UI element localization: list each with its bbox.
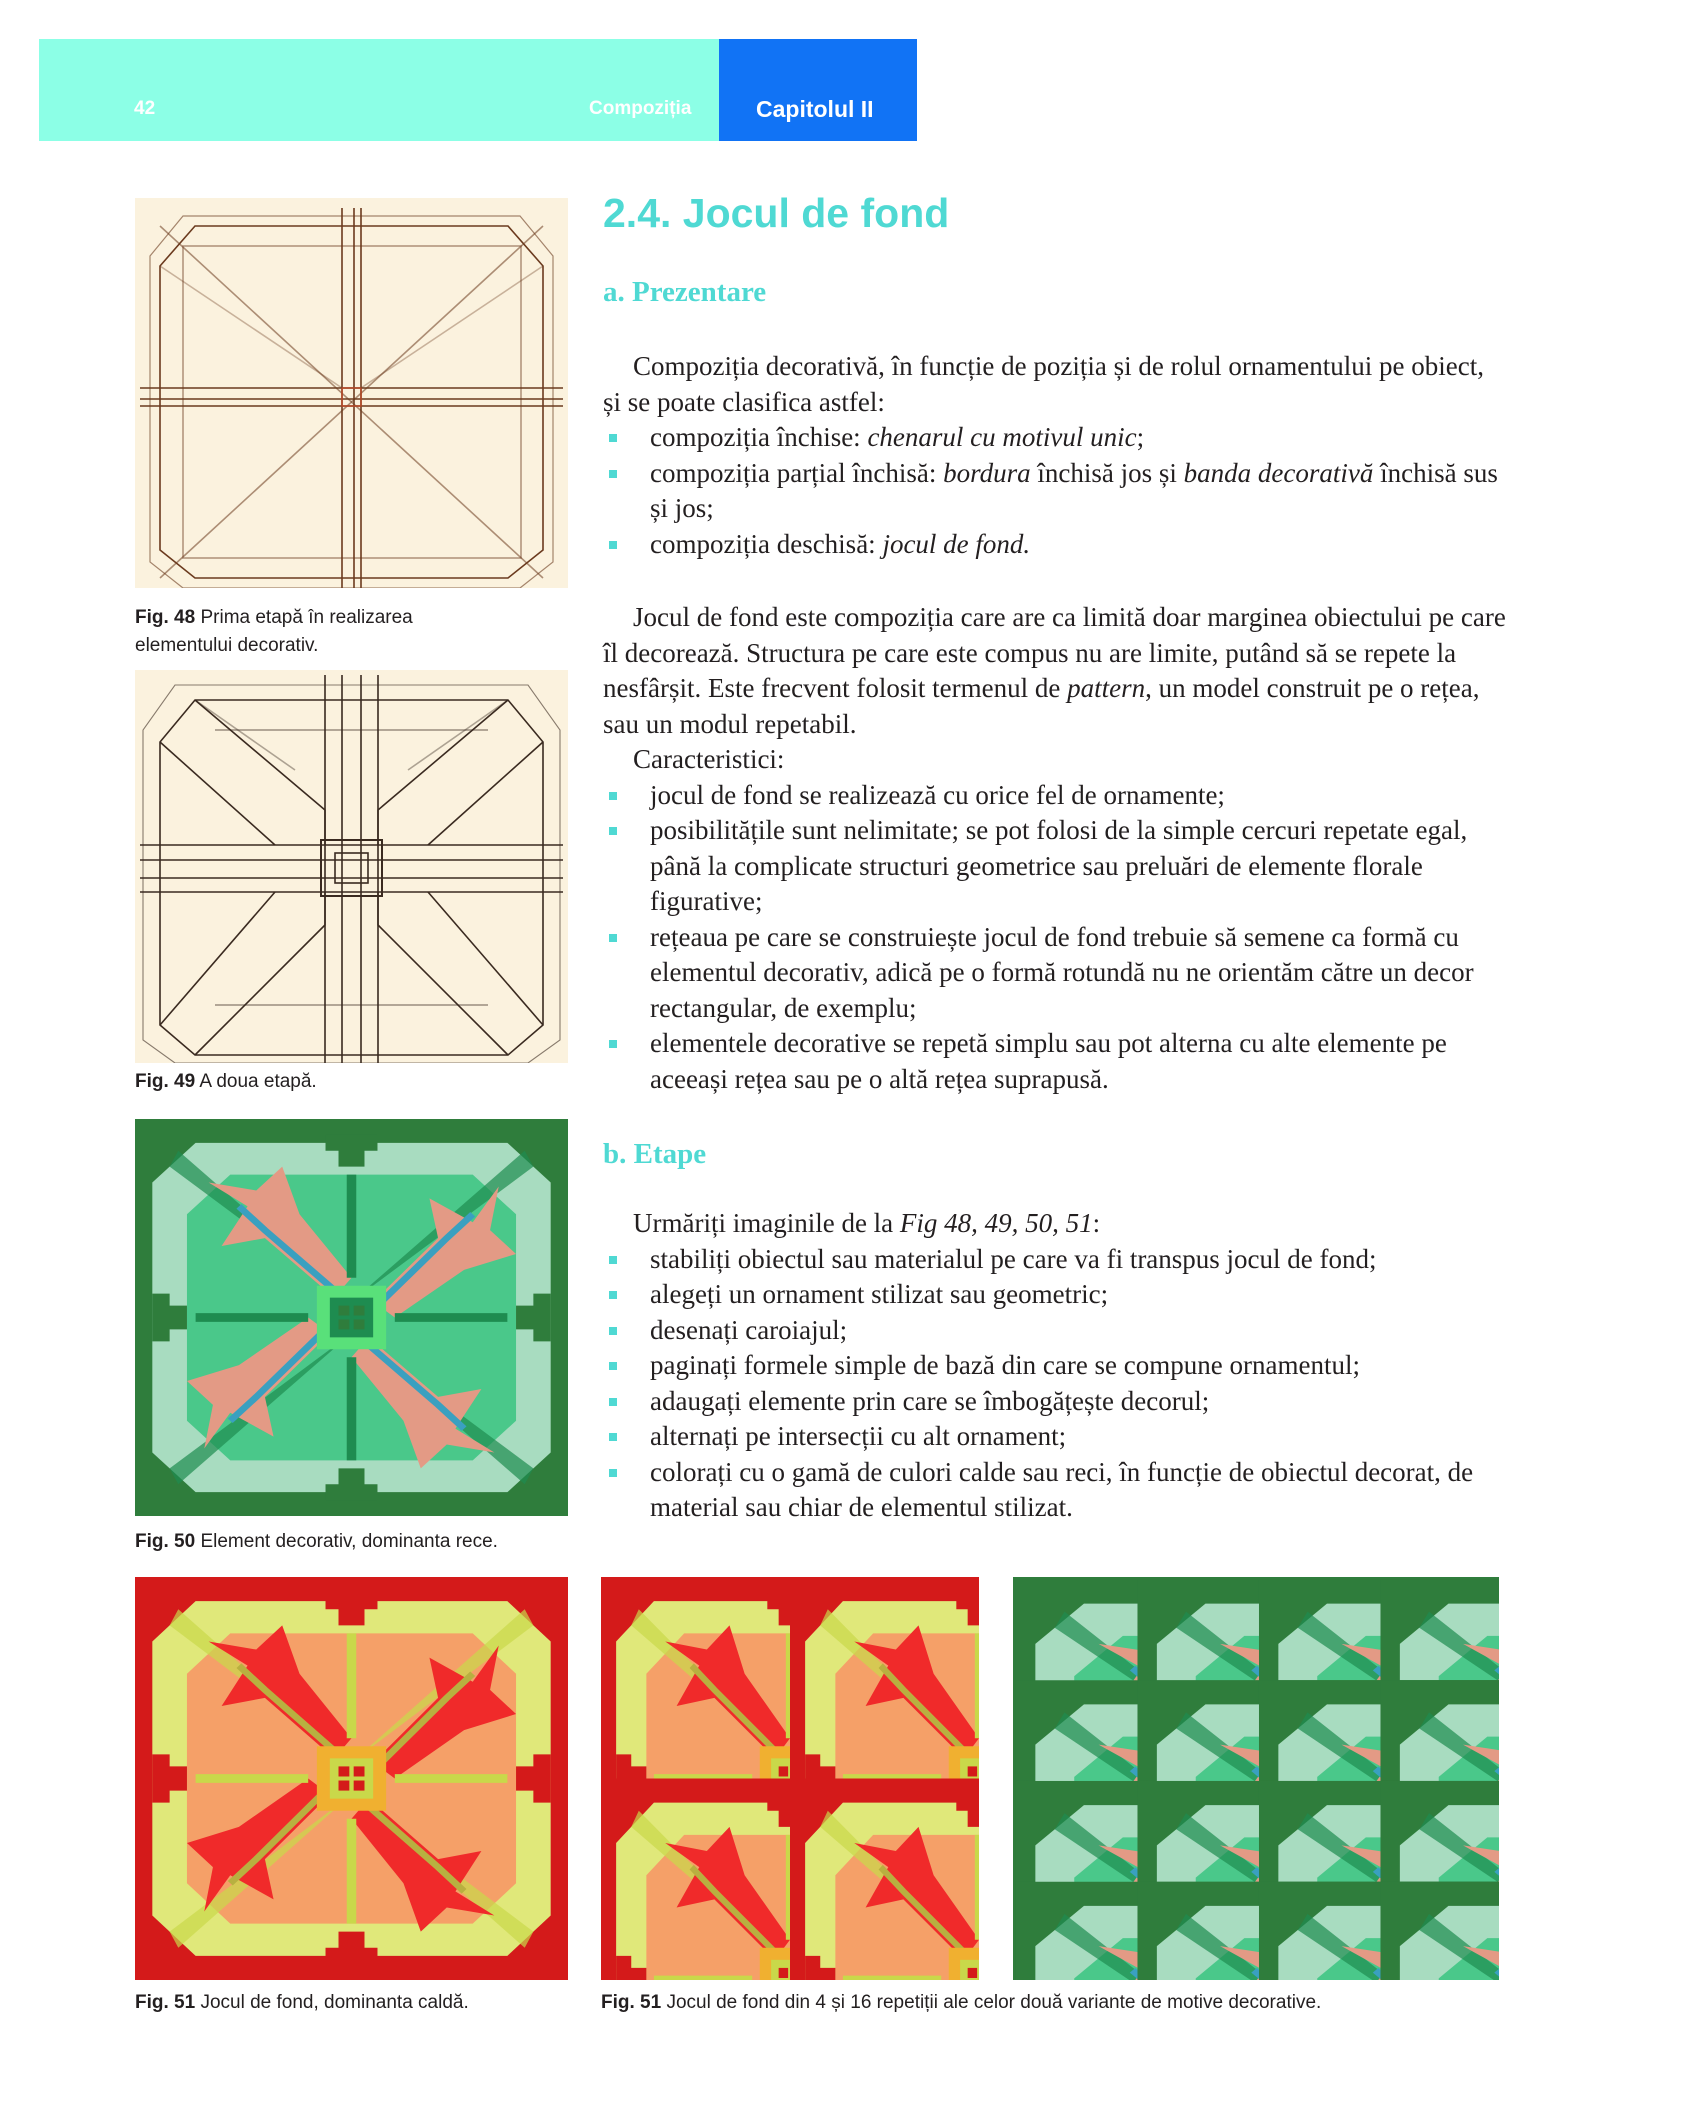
chapter-label: Capitolul II: [756, 96, 874, 122]
item-text: închisă jos și: [1030, 457, 1184, 488]
chapter-band: [719, 39, 917, 141]
fig49-text: A doua etapă.: [199, 1071, 317, 1092]
list-item: elementele decorative se repetă simplu sau pot alterna cu alte elemente pe aceeași rețea sau pe o altă rețea suprapusă.: [603, 1026, 1508, 1097]
list-item: alternați pe intersecții cu alt ornament;: [603, 1419, 1508, 1455]
item-emphasis: chenarul cu motivul unic: [867, 422, 1137, 452]
pattern-term: pattern: [1067, 673, 1146, 703]
fig51-four-svg: [601, 1577, 979, 1980]
fig51a-label: Fig. 51: [135, 1992, 196, 2013]
figure-reference: Fig 48, 49, 50, 51: [899, 1208, 1093, 1238]
steps-list: [603, 1242, 1508, 1526]
fig51b-label: Fig. 51: [601, 1992, 662, 2013]
prezentare-intro: Compoziția decorativă, în funcție de poziția și de rolul ornamentului pe obiect, și se poate clasifica astfel:: [603, 351, 1484, 417]
jocul-de-fond-block: [603, 600, 1508, 1097]
fig48-svg: [135, 198, 568, 588]
intro-text: :: [1092, 1208, 1101, 1238]
list-item: [603, 527, 1508, 563]
list-item: paginați formele simple de bază din care se compune ornamentul;: [603, 1348, 1508, 1384]
composition-list: [603, 420, 1508, 562]
characteristics-list: [603, 778, 1508, 1098]
etape-block: [603, 1206, 1508, 1526]
fig50-text: Element decorativ, dominanta rece.: [200, 1531, 498, 1552]
list-item: jocul de fond se realizează cu orice fel de ornamente;: [603, 778, 1508, 814]
list-item: desenați caroiajul;: [603, 1313, 1508, 1349]
fig50-svg: [135, 1119, 568, 1516]
heading-prezentare: a. Prezentare: [603, 276, 767, 308]
fig49-label: Fig. 49: [135, 1071, 196, 1092]
fig50-label: Fig. 50: [135, 1531, 196, 1552]
item-text: compoziția închise:: [650, 422, 868, 452]
page-number: 42: [134, 98, 156, 119]
fig48-caption: [135, 604, 575, 660]
list-item: adaugați elemente prin care se îmbogățește decorul;: [603, 1384, 1508, 1420]
repeat-tile: [1380, 1882, 1499, 1980]
fig51a-caption: [135, 1989, 595, 2017]
fig48-label: Fig. 48: [135, 607, 196, 628]
fig51-four-repeat: [601, 1577, 979, 1980]
fig51b-text: Jocul de fond din 4 și 16 repetiții ale celor două variante de motive decorative.: [666, 1992, 1322, 2013]
fig51b-caption: [601, 1989, 1601, 2017]
item-emphasis: bordura: [943, 457, 1031, 488]
item-emphasis: jocul de fond.: [882, 528, 1031, 559]
item-text: compoziția parțial închisă:: [650, 457, 944, 488]
list-item: [603, 456, 1508, 527]
etape-intro: [603, 1206, 1508, 1242]
item-text: ;: [1136, 422, 1145, 452]
fig49-svg: [135, 670, 568, 1063]
prezentare-block: [603, 349, 1508, 562]
page-title: 2.4. Jocul de fond: [603, 190, 950, 236]
fig51-sixteen-svg: [1013, 1577, 1499, 1980]
item-text: compoziția deschisă:: [650, 528, 883, 559]
fig51-sixteen-repeat: [1013, 1577, 1499, 1980]
definition-paragraph: [603, 600, 1508, 742]
header-band: [39, 39, 719, 141]
fig49-caption: [135, 1068, 575, 1096]
item-emphasis: banda decorativă: [1183, 457, 1374, 488]
characteristics-label: Caracteristici:: [633, 744, 785, 774]
list-item: posibilitățile sunt nelimitate; se pot folosi de la simple cercuri repetate egal, până la complicate structuri geometrice sau preluări de elemente florale figurative;: [603, 813, 1508, 920]
fig50-ornament: [135, 1119, 568, 1516]
list-item: stabiliți obiectul sau materialul pe care va fi transpus jocul de fond;: [603, 1242, 1508, 1278]
intro-text: Urmăriți imaginile de la: [633, 1208, 900, 1238]
fig51-warm-svg: [135, 1577, 568, 1980]
fig50-caption: [135, 1528, 595, 1556]
fig49-sketch: [135, 670, 568, 1063]
heading-etape: b. Etape: [603, 1138, 707, 1170]
section-name: Compoziția: [589, 98, 692, 119]
item-text: închisă sus și jos;: [650, 457, 1498, 523]
list-item: [603, 420, 1508, 456]
list-item: colorați cu o gamă de culori calde sau reci, în funcție de obiectul decorat, de material sau chiar de elementul stilizat.: [603, 1455, 1508, 1526]
definition-text: , un model construit pe o rețea, sau un modul repetabil.: [603, 673, 1480, 739]
fig51a-text: Jocul de fond, dominanta caldă.: [200, 1992, 469, 2013]
fig48-text-2: elementului decorativ.: [135, 635, 319, 656]
fig48-sketch: [135, 198, 568, 588]
fig48-text-1: Prima etapă în realizarea: [200, 607, 413, 628]
definition-text: Jocul de fond este compoziția care are ca limită doar marginea obiectului pe care îl decorează. Structura pe care este compus nu are limite, putând să se repete la nesfârșit. Este frecvent folosit termenul de: [603, 602, 1506, 703]
list-item: rețeaua pe care se construiește jocul de fond trebuie să semene ca formă cu elementul decorativ, adică pe o formă rotundă nu ne orientăm către un decor rectangular, de exemplu;: [603, 920, 1508, 1027]
list-item: alegeți un ornament stilizat sau geometric;: [603, 1277, 1508, 1313]
fig51-warm-ornament: [135, 1577, 568, 1980]
